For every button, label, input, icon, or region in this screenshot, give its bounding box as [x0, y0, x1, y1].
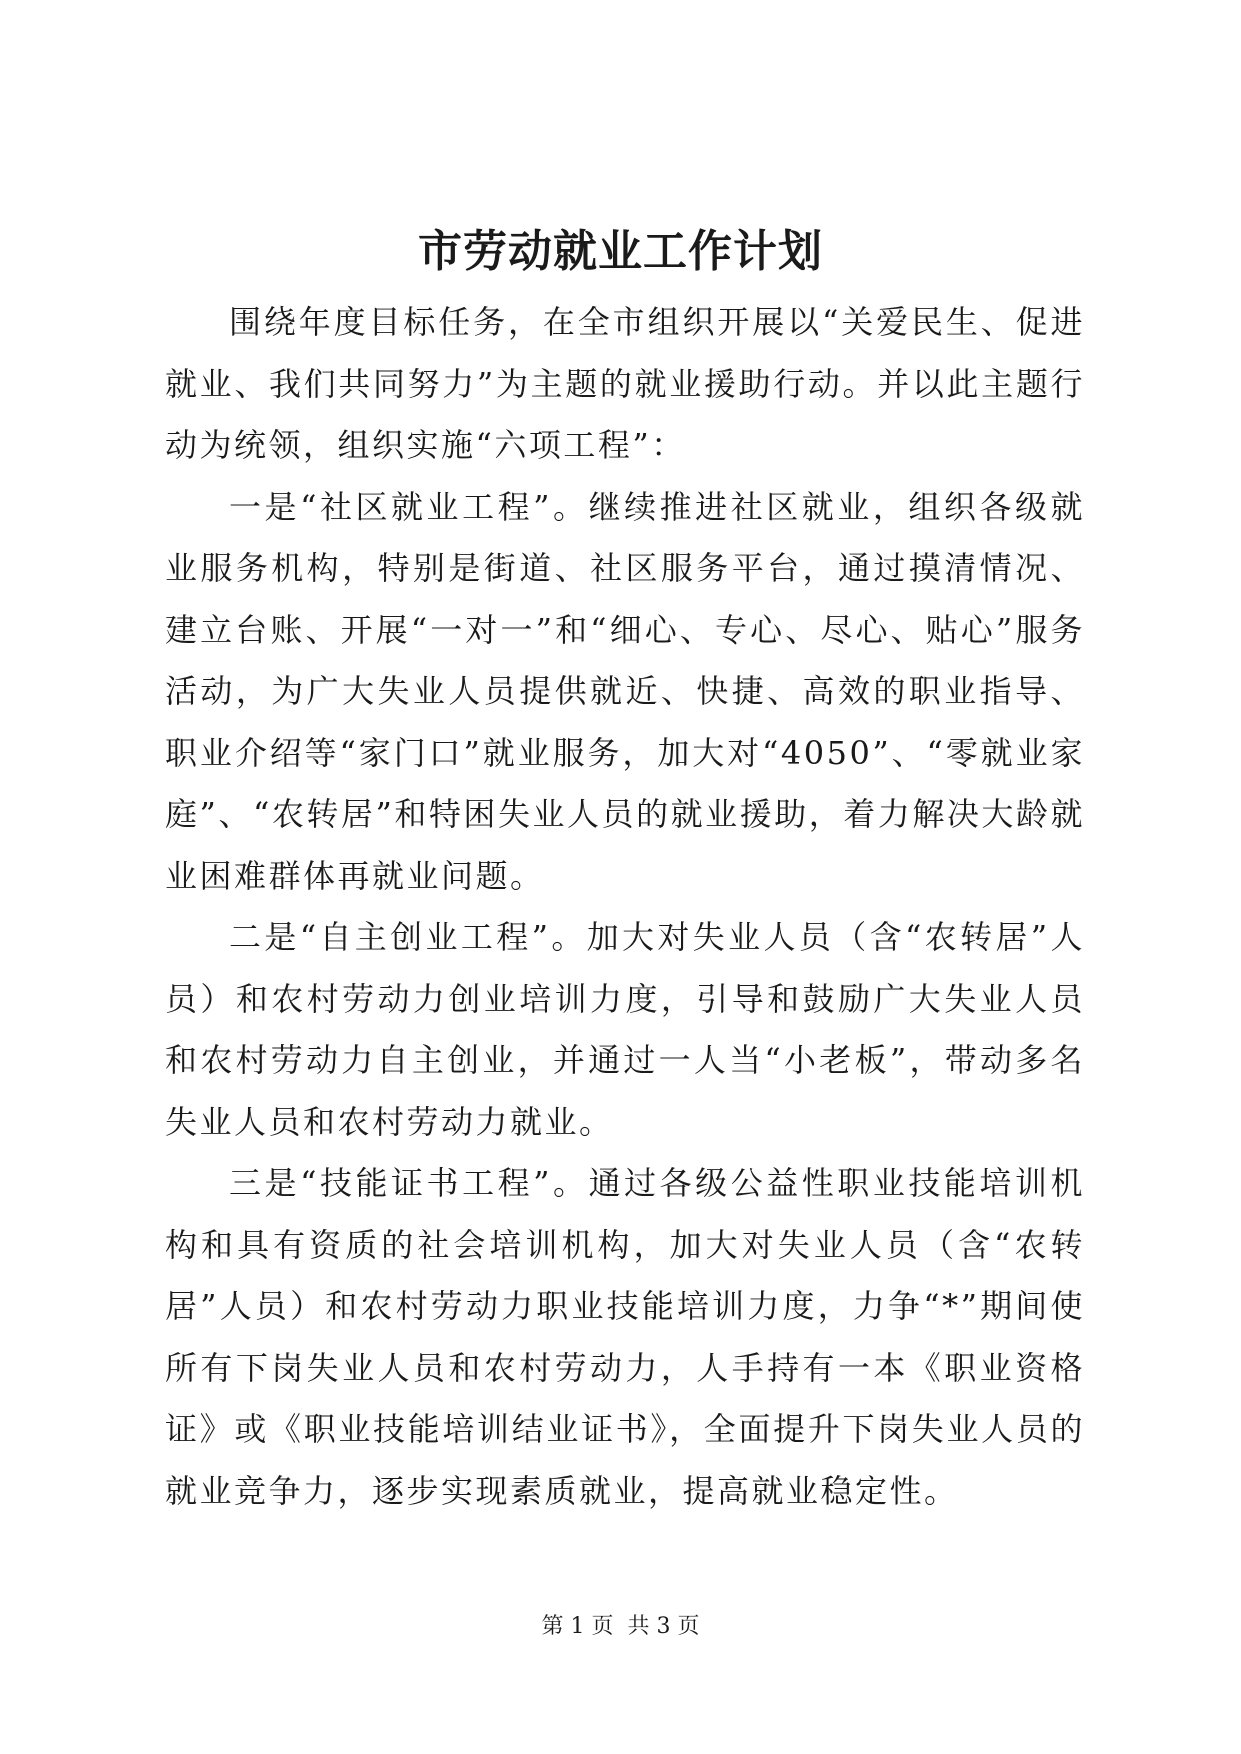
- document-body: [165, 292, 1085, 1522]
- document-title: 市劳动就业工作计划: [418, 226, 823, 277]
- paragraph-community-employment: 一是“社区就业工程”。继续推进社区就业，组织各级就业服务机构，特别是街道、社区服务平台，通过摸清情况、建立台账、开展“一对一”和“细心、专心、尽心、贴心”服务活动，为广大失业人员提供就近、快捷、高效的职业指导、职业介绍等“家门口”就业服务，加大对“4050”、“零就业家庭”、“农转居”和特困失业人员的就业援助，着力解决大龄就业困难群体再就业问题。: [165, 487, 1085, 895]
- paragraph-intro: 围绕年度目标任务，在全市组织开展以“关爱民生、促进就业、我们共同努力”为主题的就业援助行动。并以此主题行动为统领，组织实施“六项工程”：: [165, 303, 1085, 464]
- page-footer: [0, 1612, 1241, 1642]
- paragraph-self-employment: 二是“自主创业工程”。加大对失业人员（含“农转居”人员）和农村劳动力创业培训力度，引导和鼓励广大失业人员和农村劳动力自主创业，并通过一人当“小老板”，带动多名失业人员和农村劳动力就业。: [165, 918, 1085, 1141]
- page-number: 第 1 页 共 3 页: [541, 1614, 700, 1639]
- paragraph-skill-certificate: 三是“技能证书工程”。通过各级公益性职业技能培训机构和具有资质的社会培训机构，加大对失业人员（含“农转居”人员）和农村劳动力职业技能培训力度，力争“*”期间使所有下岗失业人员和农村劳动力，人手持有一本《职业资格证》或《职业技能培训结业证书》，全面提升下岗失业人员的就业竞争力，逐步实现素质就业，提高就业稳定性。: [165, 1164, 1085, 1510]
